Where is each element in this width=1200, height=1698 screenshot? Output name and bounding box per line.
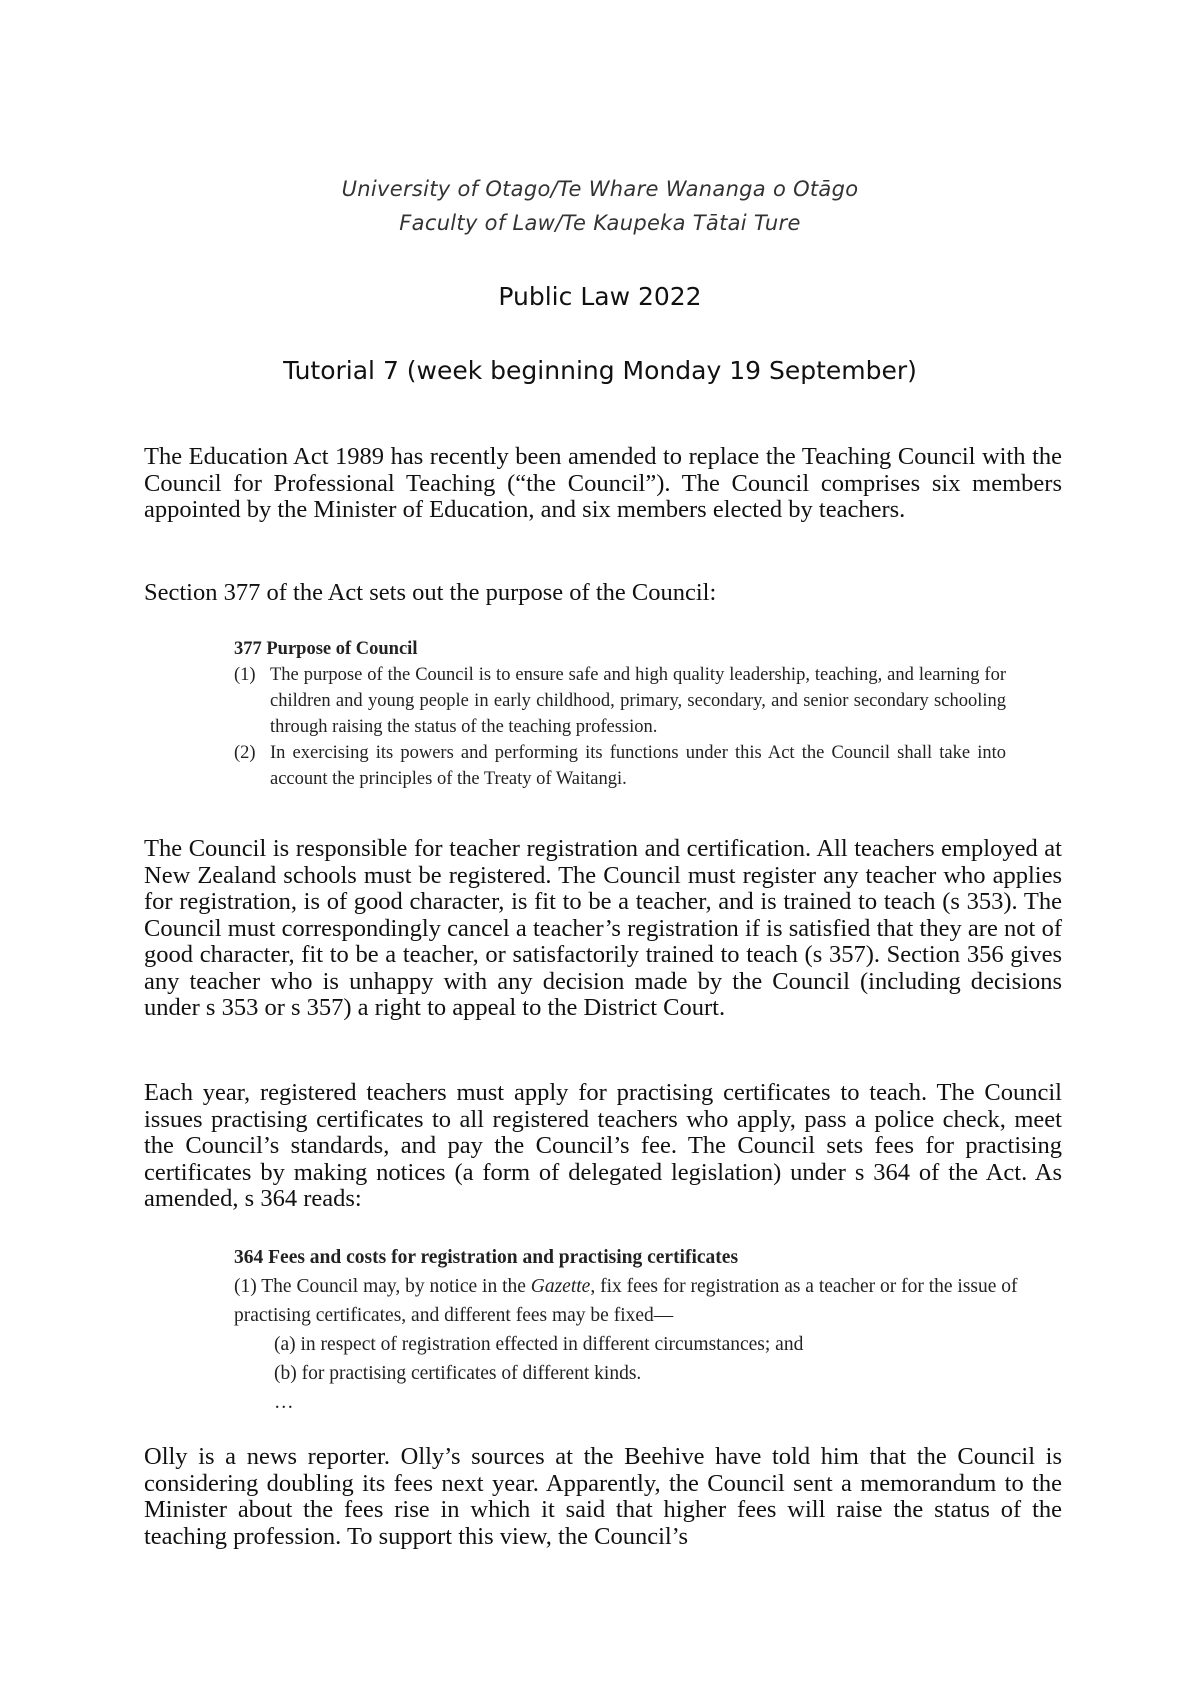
item-text: The purpose of the Council is to ensure safe and high quality leadership, teaching, and learning for children and young people in early childhood, primary, secondary, and senior secondary schooling through raising the status of the teaching profession. [270,665,1006,737]
section-364-ellipsis: … [274,1392,294,1413]
subsection-text-end: , fix fees for registration as a teacher or for the issue of practising certificates, and different fees may be fixed— [234,1276,1018,1326]
paragraph-section-377-intro: Section 377 of the Act sets out the purpose of the Council: [144,579,717,606]
item-number: (1) [234,665,256,685]
section-377-item [234,740,1006,792]
section-364-para-a: (a) in respect of registration effected in different circumstances; and [274,1334,804,1355]
faculty-header: Faculty of Law/Te Kaupeka Tātai Ture [399,211,801,235]
section-364-quote [234,1243,1064,1417]
section-377-heading: 377 Purpose of Council [234,639,418,659]
section-377-quote [234,636,1006,792]
item-number: (2) [234,743,256,763]
paragraph-registration: The Council is responsible for teacher registration and certification. All teachers employed at New Zealand schools must be registered. The Council must register any teacher who applies for registration, is of good character, is fit to be a teacher, and is trained to teach (s 353). The Council must correspondingly cancel a teacher’s registration if is satisfied that they are not of good character, fit to be a teacher, or satisfactorily trained to teach (s 357). Section 356 gives any teacher who is unhappy with any decision made by the Council (including decisions under s 353 or s 357) a right to appeal to the District Court. [144,835,1062,1021]
paragraph-olly-scenario: Olly is a news reporter. Olly’s sources at the Beehive have told him that the Council is considering doubling its fees next year. Apparently, the Council sent a memorandum to the Minister about the fees rise in which it said that higher fees will raise the status of the teaching profession. To support this view, the Council’s [144,1443,1062,1550]
section-364-subsection-1 [234,1272,1064,1330]
gazette-italic: Gazette [530,1276,591,1297]
course-title: Public Law 2022 [498,282,702,311]
university-header: University of Otago/Te Whare Wananga o Otāgo [341,177,859,201]
section-364-para-b: (b) for practising certificates of different kinds. [274,1363,642,1384]
tutorial-title: Tutorial 7 (week beginning Monday 19 September) [283,356,917,385]
section-364-heading: 364 Fees and costs for registration and practising certificates [234,1247,739,1268]
item-text: In exercising its powers and performing its functions under this Act the Council shall take into account the principles of the Treaty of Waitangi. [270,743,1006,789]
subsection-text-start: (1) The Council may, by notice in the [234,1276,531,1297]
section-377-item [234,662,1006,740]
paragraph-intro: The Education Act 1989 has recently been amended to replace the Teaching Council with the Council for Professional Teaching (“the Council”). The Council comprises six members appointed by the Minister of Education, and six members elected by teachers. [144,443,1062,523]
paragraph-practising-certificates: Each year, registered teachers must apply for practising certificates to teach. The Council issues practising certificates to all registered teachers who apply, pass a police check, meet the Council’s standards, and pay the Council’s fee. The Council sets fees for practising certificates by making notices (a form of delegated legislation) under s 364 of the Act. As amended, s 364 reads: [144,1079,1062,1212]
